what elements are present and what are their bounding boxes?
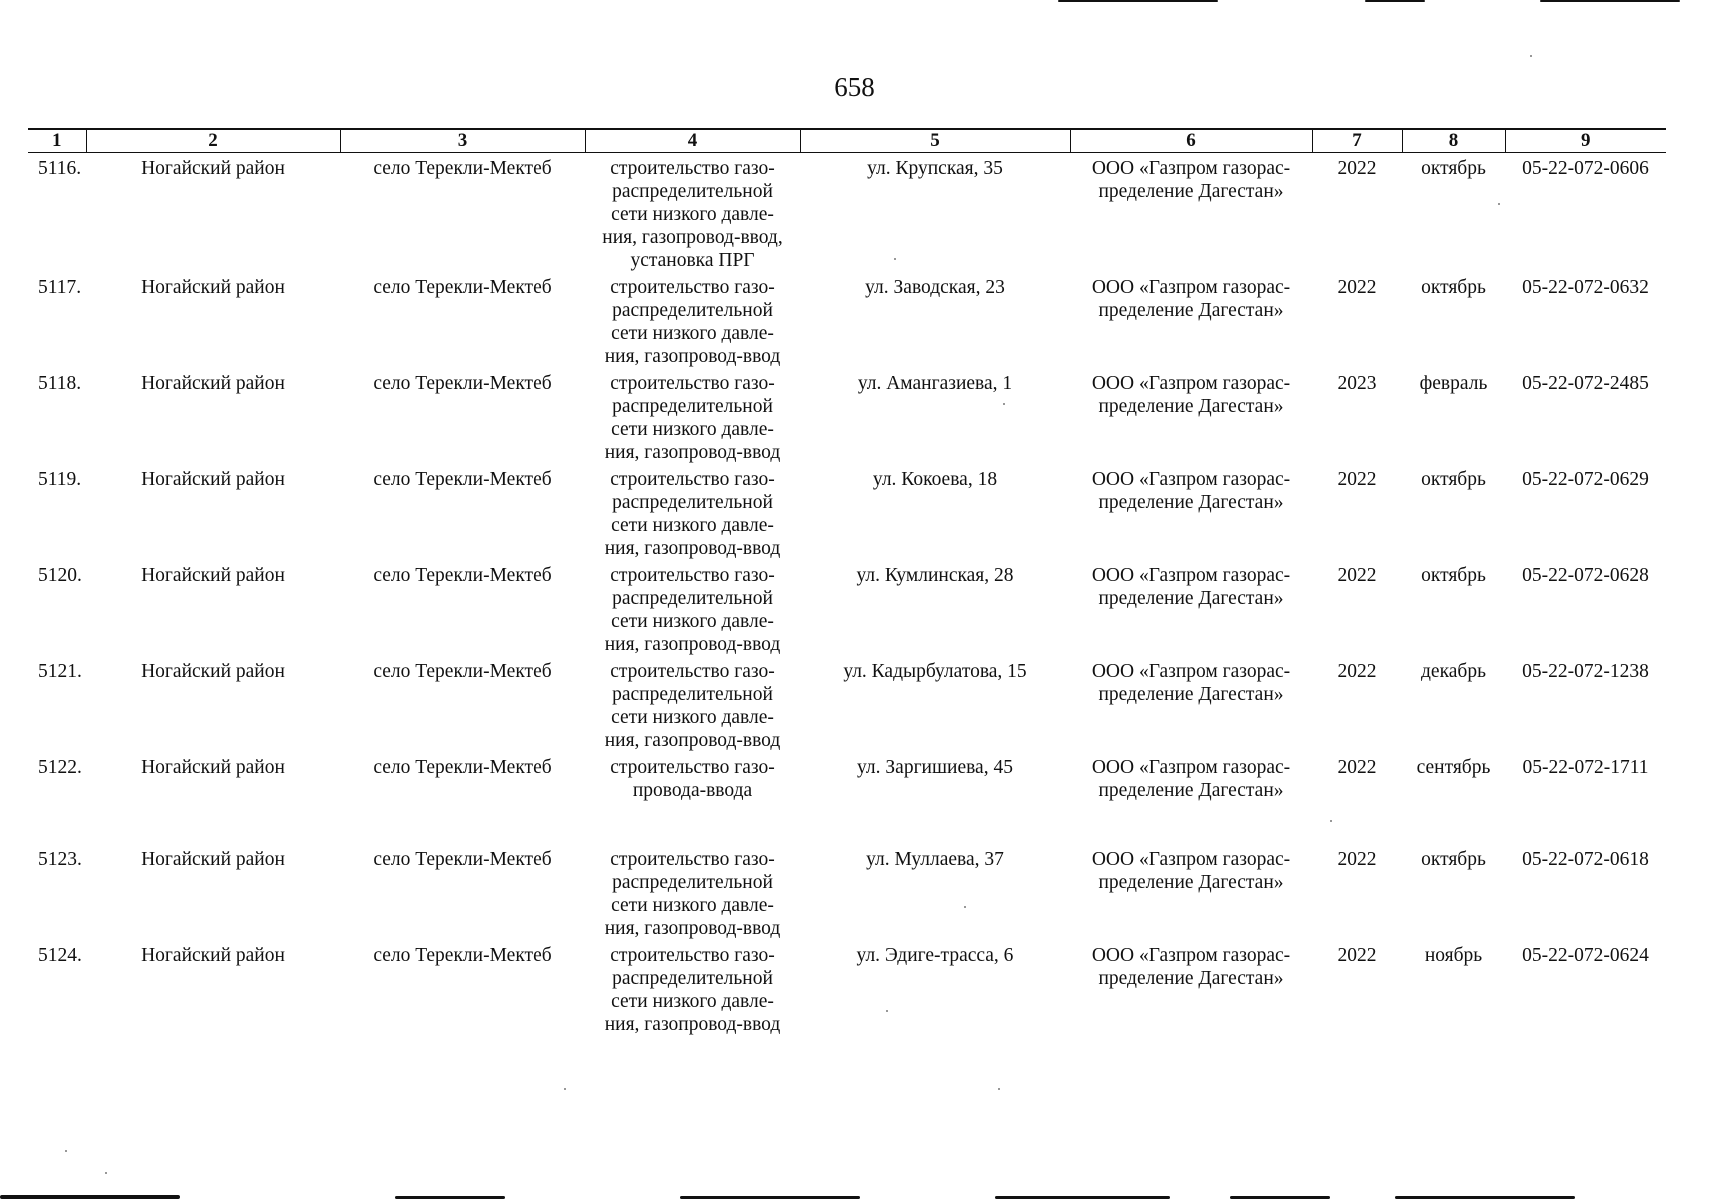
address-cell: ул. Амангазиева, 1 [857,373,1013,394]
organization-cell: ООО «Газпром газорас- пределение Дагестан» [1091,945,1291,989]
locality-cell: село Терекли-Мектеб [373,757,552,778]
address-cell: ул. Кумлинская, 28 [856,565,1014,586]
table-row [28,844,1666,940]
month-cell: декабрь [1421,661,1486,682]
work-description-cell: строительство газо- распределительной сети низкого давле- ния, газопровод-ввод [604,469,781,559]
district-cell: Ногайский район [141,757,285,778]
column-header-1: 1 [28,129,86,153]
column-header-7: 7 [1312,129,1402,153]
code-cell: 05-22-072-0628 [1522,565,1649,586]
year-cell: 2022 [1337,565,1377,586]
table-row [28,752,1666,844]
scan-edge-line [1540,0,1680,2]
organization-cell: ООО «Газпром газорас- пределение Дагестан» [1091,277,1291,321]
code-cell: 05-22-072-0618 [1522,849,1649,870]
year-cell: 2022 [1337,849,1377,870]
address-cell: ул. Заводская, 23 [865,277,1005,298]
address-cell: ул. Кокоева, 18 [872,469,998,490]
table-body [28,153,1666,1037]
organization-cell: ООО «Газпром газорас- пределение Дагестан» [1091,757,1291,801]
table-row [28,272,1666,368]
locality-cell: село Терекли-Мектеб [373,469,552,490]
district-cell: Ногайский район [141,158,285,179]
locality-cell: село Терекли-Мектеб [373,849,552,870]
table-row [28,656,1666,752]
work-description-cell: строительство газо- провода-ввода [610,757,775,801]
row-number: 5121. [38,661,82,682]
year-cell: 2022 [1337,158,1377,179]
locality-cell: село Терекли-Мектеб [373,277,552,298]
scan-edge-line [1058,0,1218,2]
scan-edge-line [1395,1196,1575,1199]
district-cell: Ногайский район [141,469,285,490]
scan-speck [65,1150,67,1152]
address-cell: ул. Муллаева, 37 [866,849,1004,870]
month-cell: октябрь [1421,849,1486,870]
district-cell: Ногайский район [141,373,285,394]
organization-cell: ООО «Газпром газорас- пределение Дагестан» [1091,158,1291,202]
row-number: 5118. [38,373,82,394]
row-number: 5116. [38,158,82,179]
code-cell: 05-22-072-1238 [1522,661,1649,682]
column-header-3: 3 [340,129,585,153]
scan-speck [564,1088,566,1090]
table-row [28,368,1666,464]
month-cell: октябрь [1421,469,1486,490]
month-cell: октябрь [1421,158,1486,179]
row-number: 5117. [38,277,82,298]
column-header-2: 2 [86,129,340,153]
page-number: 658 [834,72,875,102]
year-cell: 2022 [1337,469,1377,490]
locality-cell: село Терекли-Мектеб [373,661,552,682]
header-row [28,129,1666,153]
scan-edge-line [1230,1196,1330,1199]
month-cell: сентябрь [1416,757,1491,778]
row-number: 5124. [38,945,82,966]
organization-cell: ООО «Газпром газорас- пределение Дагестан» [1091,661,1291,705]
column-header-4: 4 [585,129,800,153]
address-cell: ул. Заргишиева, 45 [857,757,1013,778]
locality-cell: село Терекли-Мектеб [373,945,552,966]
row-number: 5119. [38,469,82,490]
organization-cell: ООО «Газпром газорас- пределение Дагестан» [1091,849,1291,893]
district-cell: Ногайский район [141,565,285,586]
column-header-8: 8 [1402,129,1505,153]
table-header [28,129,1666,153]
scan-edge-line [995,1196,1170,1199]
district-cell: Ногайский район [141,661,285,682]
table-row [28,940,1666,1036]
column-header-5: 5 [800,129,1070,153]
scan-edge-line [680,1196,860,1199]
work-description-cell: строительство газо- распределительной сети низкого давле- ния, газопровод-ввод, установка ПРГ [602,158,783,271]
organization-cell: ООО «Газпром газорас- пределение Дагестан» [1091,373,1291,417]
month-cell: октябрь [1421,277,1486,298]
organization-cell: ООО «Газпром газорас- пределение Дагестан» [1091,469,1291,513]
scan-speck [998,1088,1000,1090]
year-cell: 2022 [1337,757,1377,778]
table-row [28,153,1666,273]
work-description-cell: строительство газо- распределительной сети низкого давле- ния, газопровод-ввод [604,373,781,463]
code-cell: 05-22-072-0606 [1522,158,1649,179]
scan-edge-line [0,1195,180,1199]
column-header-9: 9 [1505,129,1666,153]
row-number: 5120. [38,565,82,586]
district-cell: Ногайский район [141,945,285,966]
table-row [28,560,1666,656]
year-cell: 2022 [1337,277,1377,298]
code-cell: 05-22-072-0624 [1522,945,1649,966]
scan-edge-line [395,1196,505,1199]
year-cell: 2022 [1337,661,1377,682]
scan-speck [105,1172,107,1174]
address-cell: ул. Эдиге-трасса, 6 [856,945,1014,966]
year-cell: 2022 [1337,945,1377,966]
code-cell: 05-22-072-2485 [1522,373,1649,394]
code-cell: 05-22-072-0629 [1522,469,1649,490]
locality-cell: село Терекли-Мектеб [373,158,552,179]
work-description-cell: строительство газо- распределительной сети низкого давле- ния, газопровод-ввод [604,661,781,751]
work-description-cell: строительство газо- распределительной сети низкого давле- ния, газопровод-ввод [604,945,781,1035]
work-description-cell: строительство газо- распределительной сети низкого давле- ния, газопровод-ввод [604,565,781,655]
district-cell: Ногайский район [141,849,285,870]
work-description-cell: строительство газо- распределительной сети низкого давле- ния, газопровод-ввод [604,277,781,367]
year-cell: 2023 [1337,373,1377,394]
row-number: 5122. [38,757,82,778]
work-description-cell: строительство газо- распределительной сети низкого давле- ния, газопровод-ввод [604,849,781,939]
registry-table [28,128,1666,1036]
month-cell: октябрь [1421,565,1486,586]
month-cell: февраль [1419,373,1488,394]
table-row [28,464,1666,560]
locality-cell: село Терекли-Мектеб [373,373,552,394]
district-cell: Ногайский район [141,277,285,298]
column-header-6: 6 [1070,129,1312,153]
address-cell: ул. Кадырбулатова, 15 [843,661,1027,682]
scan-edge-line [1365,0,1425,2]
code-cell: 05-22-072-0632 [1522,277,1649,298]
scan-speck [1530,55,1532,57]
locality-cell: село Терекли-Мектеб [373,565,552,586]
address-cell: ул. Крупская, 35 [867,158,1003,179]
organization-cell: ООО «Газпром газорас- пределение Дагестан» [1091,565,1291,609]
code-cell: 05-22-072-1711 [1522,757,1649,778]
row-number: 5123. [38,849,82,870]
month-cell: ноябрь [1424,945,1483,966]
